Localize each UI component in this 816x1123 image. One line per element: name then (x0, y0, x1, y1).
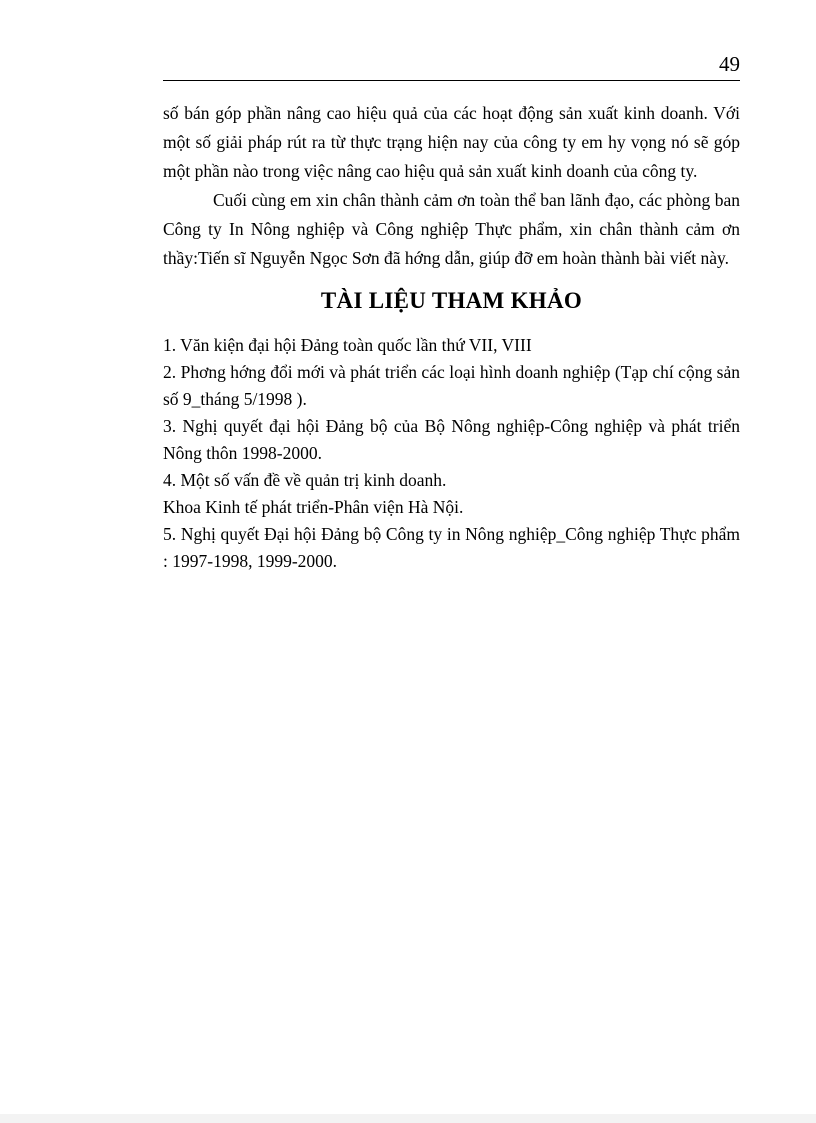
body-paragraph-1: số bán góp phần nâng cao hiệu quả của các hoạt động sản xuất kinh doanh. Với một số giải pháp rút ra từ thực trạng hiện nay của công ty em hy vọng nó sẽ góp một phần nào trong việc nâng cao hiệu quả sản xuất kinh doanh của công ty. (163, 103, 740, 181)
reference-item-5: 5. Nghị quyết Đại hội Đảng bộ Công ty in Nông nghiệp_Công nghiệp Thực phẩm : 1997-1998, 1999-2000. (163, 524, 740, 571)
references-title: TÀI LIỆU THAM KHẢO (320, 288, 583, 313)
body-paragraph-2: Cuối cùng em xin chân thành cảm ơn toàn thể ban lãnh đạo, các phòng ban Công ty In Nông nghiệp và Công nghiệp Thực phẩm, xin chân thành cảm ơn thầy:Tiến sĩ Nguyễn Ngọc Sơn đã hớng dẫn, giúp đỡ em hoàn thành bài viết này. (163, 190, 740, 268)
document-body (163, 99, 740, 575)
reference-item-2: 2. Phơng hớng đổi mới và phát triển các loại hình doanh nghiệp (Tạp chí cộng sản số 9_tháng 5/1998 ). (163, 362, 740, 409)
page-bottom-edge (0, 1114, 816, 1123)
reference-item-4: 4. Một số vấn đề về quản trị kinh doanh. (163, 470, 447, 490)
reference-item-3: 3. Nghị quyết đại hội Đảng bộ của Bộ Nông nghiệp-Công nghiệp và phát triển Nông thôn 1998-2000. (163, 416, 740, 463)
reference-item-4-source: Khoa Kinh tế phát triển-Phân viện Hà Nội. (163, 497, 464, 517)
reference-list (163, 332, 740, 575)
reference-item-1: 1. Văn kiện đại hội Đảng toàn quốc lần thứ VII, VIII (163, 335, 532, 355)
header-rule (163, 80, 740, 81)
page-number: 49 (719, 52, 740, 76)
